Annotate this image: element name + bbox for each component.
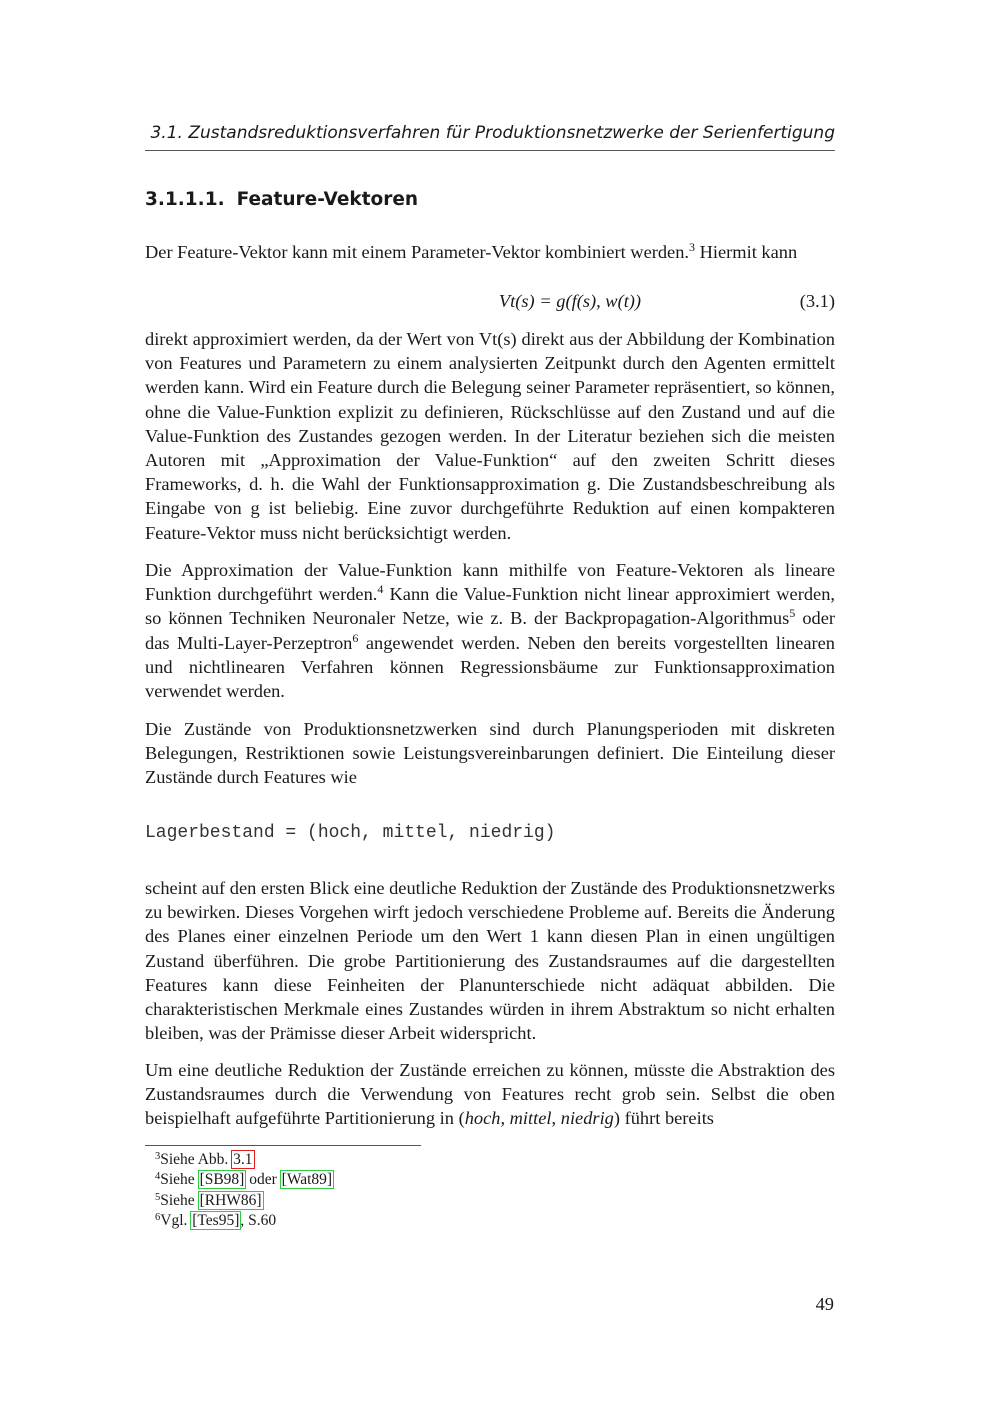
- paragraph-6: [145, 1058, 835, 1131]
- paragraph-6-text-b: ) führt bereits: [613, 1108, 714, 1129]
- footnote-mark: 3: [155, 1151, 161, 1162]
- equation-number: (3.1): [799, 291, 835, 311]
- code-example: Lagerbestand = (hoch, mittel, niedrig): [145, 823, 556, 843]
- equation-3-1: Vt(s) = g(f(s), w(t)): [498, 291, 642, 311]
- section-heading: [145, 187, 418, 213]
- footnotes: [155, 1150, 333, 1231]
- footnote-mark: 4: [155, 1171, 161, 1183]
- paragraph-3-text-d: angewendet werden. Neben den bereits vorgestellten linearen und nichtlinearen Verfahren können Regressionsbäume zur Funktionsapproximation verwendet werden.: [145, 632, 835, 702]
- citation-link-rhw86[interactable]: [RHW86]: [199, 1191, 262, 1209]
- term-niedrig: niedrig: [560, 1108, 614, 1129]
- citation-link-wat89[interactable]: [Wat89]: [281, 1171, 333, 1189]
- footnote-mark-5[interactable]: 5: [789, 606, 796, 621]
- paragraph-1: [145, 240, 835, 264]
- term-separator: ,: [551, 1108, 561, 1129]
- header-rule: [145, 150, 835, 151]
- paragraph-3-text-c: oder das Multi-Layer-Perzeptron: [145, 608, 835, 653]
- footnote-mark-6[interactable]: 6: [352, 630, 359, 645]
- section-title: Feature-Vektoren: [236, 189, 419, 210]
- equation-row: [145, 288, 835, 314]
- citation-link-sb98[interactable]: [SB98]: [199, 1171, 245, 1189]
- footnote-3: [155, 1150, 333, 1170]
- footnote-6: [155, 1211, 333, 1231]
- paragraph-4: Die Zustände von Produktionsnetzwerken sind durch Planungsperioden mit diskreten Belegungen, Restriktionen sowie Leistungsvereinbarungen definiert. Die Einteilung dieser Zustände durch Features wie: [145, 719, 835, 788]
- paragraph-3-text-a: Die Approximation der Value-Funktion kann mithilfe von Feature-Vektoren als lineare Funktion durchgeführt werden.: [145, 560, 835, 605]
- section-number: 3.1.1.1.: [145, 189, 225, 210]
- footnote-mark: 5: [155, 1191, 161, 1203]
- paragraph-6-text-a: Um eine deutliche Reduktion der Zustände erreichen zu können, müsste die Abstraktion des Zustandsraumes durch die Verwendung von Features recht grob sein. Selbst die oben beispielhaft aufgeführte Partitionierung in (: [145, 1060, 835, 1129]
- citation-link-tes95[interactable]: [Tes95]: [192, 1211, 240, 1229]
- figure-link-3-1[interactable]: 3.1: [233, 1151, 253, 1168]
- footnote-4: [155, 1170, 333, 1190]
- paragraph-1-text: Der Feature-Vektor kann mit einem Parameter-Vektor kombiniert werden.: [145, 242, 690, 262]
- footnote-5: [155, 1191, 333, 1211]
- paragraph-3: [145, 558, 835, 703]
- page-number: 49: [815, 1294, 834, 1314]
- footnote-text: oder: [245, 1171, 281, 1189]
- term-separator: ,: [500, 1108, 510, 1129]
- footnote-rule: [145, 1145, 421, 1146]
- paragraph-5: scheint auf den ersten Blick eine deutliche Reduktion der Zustände des Produktionsnetzwerks zu bewirken. Dieses Vorgehen wirft jedoch verschiedene Probleme auf. Bereits die Änderung des Planes einer einzelnen Periode um den Wert 1 kann diesen Plan in einen ungültigen Zustand überführen. Die grobe Partitionierung des Zustandsraumes auf die dargestellten Features kann diese Feinheiten der Planunterschiede nicht adäquat abbilden. Die charakteristischen Merkmale eines Zustandes würden in ihrem Abstraktum so nicht erhalten bleiben, was der Prämisse dieser Arbeit widerspricht.: [145, 878, 835, 1044]
- term-hoch: hoch: [464, 1108, 501, 1129]
- paragraph-3-text-b: Kann die Value-Funktion nicht linear approximiert werden, so können Techniken Neuronaler Netze, wie z. B. der Backpropagation-Algorithmus: [145, 584, 835, 629]
- footnote-mark-3[interactable]: 3: [689, 240, 696, 254]
- footnote-text: Siehe: [160, 1191, 199, 1209]
- footnote-text: Vgl.: [160, 1211, 192, 1229]
- running-head: 3.1. Zustandsreduktionsverfahren für Produktionsnetzwerke der Serienfertigung: [150, 123, 835, 143]
- footnote-text: Siehe: [160, 1171, 199, 1189]
- paragraph-2: direkt approximiert werden, da der Wert von Vt(s) direkt aus der Abbildung der Kombination von Features und Parametern zu einem analysierten Zeitpunkt durch den Agenten ermittelt werden kann. Wird ein Feature durch die Belegung seiner Parameter repräsentiert, so können, ohne die Value-Funktion explizit zu definieren, Rückschlüsse auf den Zustand und auf die Value-Funktion des Zustandes gezogen werden. In der Literatur beziehen sich die meisten Autoren mit „Approximation der Value-Funktion“ auf den zweiten Schritt dieses Frameworks, d. h. die Wahl der Funktionsapproximation g. Die Zustandsbeschreibung als Eingabe von g ist beliebig. Eine zuvor durchgeführte Reduktion auf einen kompakteren Feature-Vektor muss nicht berücksichtigt werden.: [145, 329, 835, 543]
- footnote-mark-4[interactable]: 4: [377, 582, 384, 597]
- term-mittel: mittel: [509, 1108, 552, 1129]
- paragraph-1-text-after: Hiermit kann: [695, 242, 798, 262]
- footnote-mark: 6: [155, 1211, 161, 1223]
- footnote-text: Siehe Abb.: [160, 1151, 233, 1168]
- footnote-text: , S.60: [240, 1211, 277, 1229]
